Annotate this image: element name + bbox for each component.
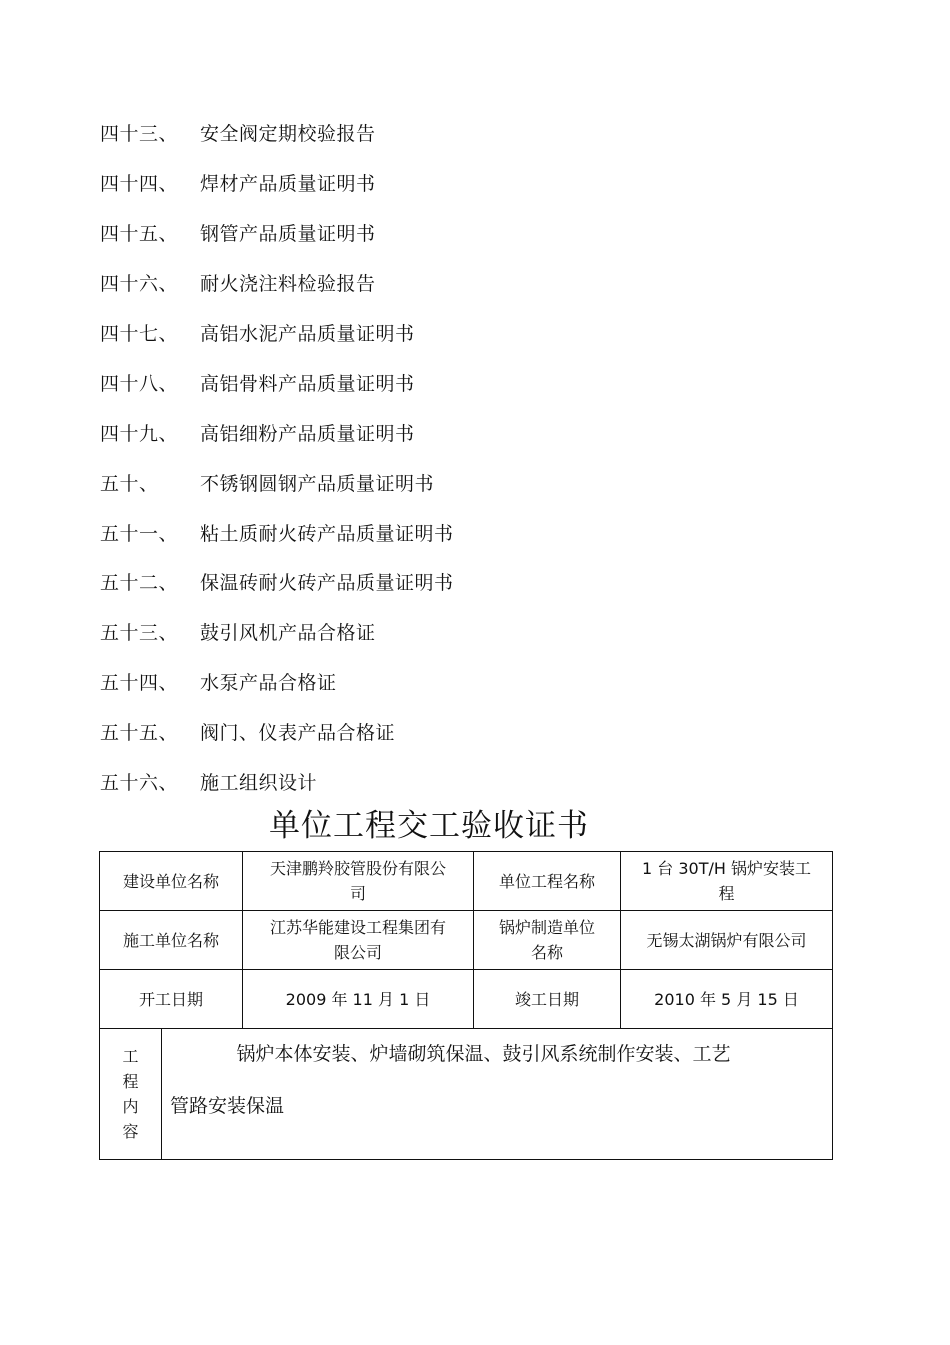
value-contractor [243,911,474,970]
list-item-title: 高铝细粉产品质量证明书 [200,422,415,445]
value-construction-unit [243,852,474,911]
content-line: 管路安装保温 [170,1095,285,1117]
list-item-title: 阀门、仪表产品合格证 [200,722,396,745]
list-item-number: 五十五、 [100,722,179,745]
list-item-number: 五十二、 [100,572,179,595]
label-char: 容 [122,1122,139,1141]
list-item-number: 四十八、 [100,372,179,395]
list-item [100,357,860,407]
list-item [100,108,860,158]
label-line: 锅炉制造单位 [499,918,596,937]
value-boiler-manufacturer: 无锡太湖锅炉有限公司 [621,911,833,970]
list-item-title: 不锈钢圆钢产品质量证明书 [200,472,435,495]
label-char: 程 [122,1072,139,1091]
value-line: 江苏华能建设工程集团有 [270,918,447,937]
label-line: 名称 [531,943,564,962]
list-item-number: 四十五、 [100,223,179,246]
table-row [100,970,833,1029]
list-item-title: 钢管产品质量证明书 [200,223,376,246]
list-item-title: 高铝水泥产品质量证明书 [200,323,415,345]
value-completion-date: 2010 年 5 月 15 日 [621,970,833,1029]
table-row [100,1029,833,1160]
list-item [100,457,860,507]
label-start-date: 开工日期 [100,970,243,1029]
label-construction-unit: 建设单位名称 [100,852,243,911]
list-item-number: 五十、 [100,472,159,495]
label-char: 工 [122,1047,139,1066]
list-item-title: 焊材产品质量证明书 [200,173,376,196]
content-line: 锅炉本体安装、炉墙砌筑保温、鼓引风系统制作安装、工艺 [236,1043,731,1065]
certificate-table [99,851,833,1160]
list-item-title: 安全阀定期校验报告 [200,123,376,146]
value-line: 程 [718,884,735,903]
list-item-number: 四十六、 [100,273,179,296]
list-item-title: 施工组织设计 [200,772,318,795]
list-item-number: 四十四、 [100,173,179,196]
list-item [100,308,860,358]
list-item-title: 保温砖耐火砖产品质量证明书 [200,572,454,595]
list-item-title: 粘土质耐火砖产品质量证明书 [200,522,454,545]
label-completion-date: 竣工日期 [474,970,621,1029]
list-item-number: 四十三、 [100,123,179,146]
table-row [100,852,833,911]
label-boiler-manufacturer [474,911,621,970]
list-item [100,557,860,607]
list-item [100,607,860,657]
label-project-name: 单位工程名称 [474,852,621,911]
certificate-title: 单位工程交工验收证书 [269,808,589,844]
list-item-number: 五十六、 [100,772,179,795]
label-project-content [100,1029,162,1160]
value-line: 限公司 [334,943,383,962]
label-char: 内 [122,1097,139,1116]
list-item [100,657,860,707]
list-item [100,158,860,208]
list-item [100,707,860,757]
value-line: 1 台 30T/H 锅炉安装工 [642,859,812,878]
label-contractor: 施工单位名称 [100,911,243,970]
table-row [100,911,833,970]
value-line: 司 [350,884,367,903]
list-item [100,208,860,258]
list-item-title: 耐火浇注料检验报告 [200,273,376,296]
list-item [100,407,860,457]
list-item-title: 高铝骨料产品质量证明书 [200,372,415,395]
value-line: 天津鹏羚胶管股份有限公 [270,859,447,878]
list-item-title: 水泵产品合格证 [200,672,337,695]
list-item-number: 四十九、 [100,422,179,445]
list-item [100,258,860,308]
list-item-number: 五十三、 [100,622,179,645]
value-project-content [162,1029,833,1160]
list-item-number: 五十一、 [100,522,179,545]
value-start-date: 2009 年 11 月 1 日 [243,970,474,1029]
list-item-number: 五十四、 [100,672,179,695]
document-list [100,108,860,806]
list-item [100,757,860,807]
list-item-number: 四十七、 [100,323,179,345]
list-item-title: 鼓引风机产品合格证 [200,622,376,645]
value-project-name [621,852,833,911]
list-item [100,507,860,557]
